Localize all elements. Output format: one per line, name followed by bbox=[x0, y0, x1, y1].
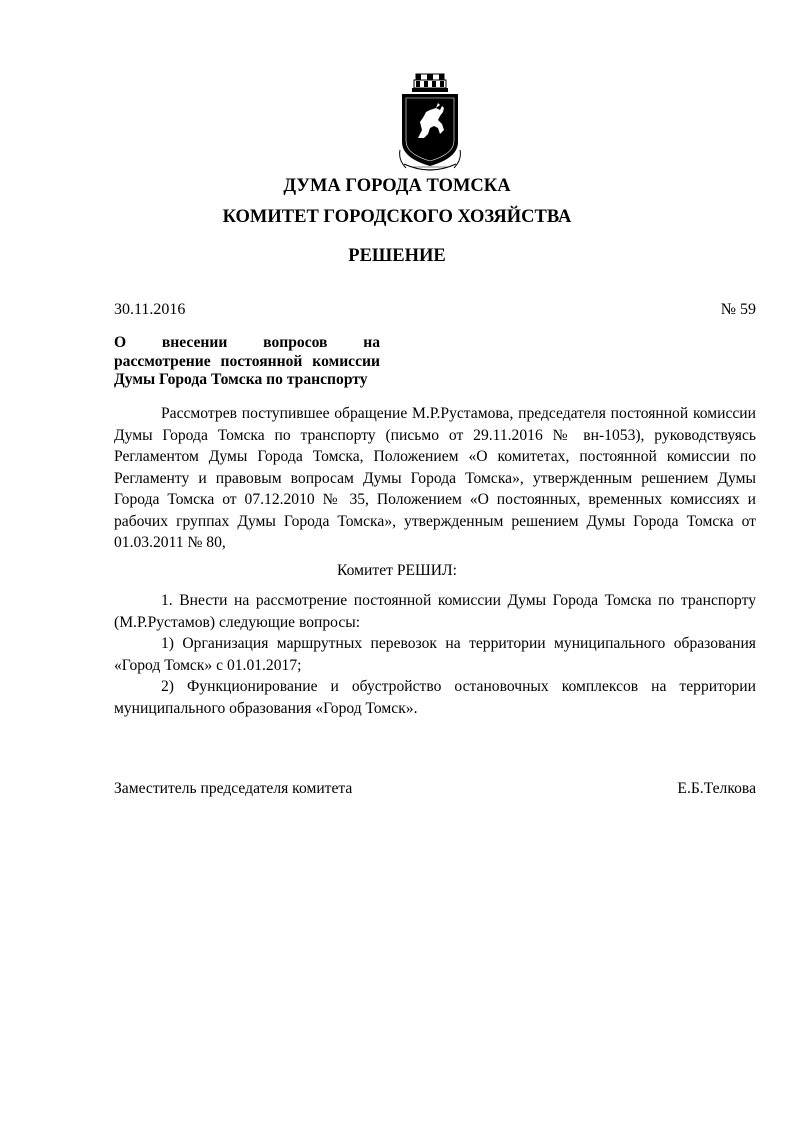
subject-line: рассмотрение постоянной комиссии bbox=[114, 352, 380, 370]
resolution-block bbox=[114, 590, 756, 719]
document-date: 30.11.2016 bbox=[114, 301, 186, 318]
decision-heading: Комитет РЕШИЛ: bbox=[337, 562, 457, 579]
subject-block bbox=[114, 334, 380, 390]
document-number: № 59 bbox=[720, 301, 756, 318]
resolution-subpoint: 2) Функционирование и обустройство остановочных комплексов на территории муниципального образования «Город Томск». bbox=[114, 678, 756, 717]
committee-title: КОМИТЕТ ГОРОДСКОГО ХОЗЯЙСТВА bbox=[222, 207, 572, 227]
signature-name: Е.Б.Телкова bbox=[677, 780, 756, 797]
resolution-point: 1. Внести на рассмотрение постоянной комиссии Думы Города Томска по транспорту (М.Р.Рустамов) следующие вопросы: bbox=[114, 592, 756, 631]
duma-title: ДУМА ГОРОДА ТОМСКА bbox=[283, 176, 511, 196]
preamble-block bbox=[114, 403, 756, 554]
preamble-paragraph: Рассмотрев поступившее обращение М.Р.Рустамова, председателя постоянной комиссии Думы Города Томска по транспорту (письмо от 29.11.2016 № вн-1053), руководствуясь Регламентом Думы Города Томска, Положением «О комитетах, постоянной комиссии по Регламенту и правовым вопросам Думы Города Томска», утвержденным решением Думы Города Томска от 07.12.2010 № 35, Положением «О постоянных, временных комиссиях и рабочих группах Думы Города Томска», утвержденным решением Думы Города Томска от 01.03.2011 № 80, bbox=[114, 405, 756, 551]
document-type: РЕШЕНИЕ bbox=[348, 246, 446, 266]
resolution-subpoint: 1) Организация маршрутных перевозок на территории муниципального образования «Город Томск» с 01.01.2017; bbox=[114, 635, 756, 674]
subject-line: Думы Города Томска по транспорту bbox=[114, 371, 368, 388]
signature-position: Заместитель председателя комитета bbox=[114, 780, 353, 797]
subject-line: О внесении вопросов на bbox=[114, 334, 380, 351]
tomsk-coat-of-arms-icon bbox=[398, 72, 462, 176]
